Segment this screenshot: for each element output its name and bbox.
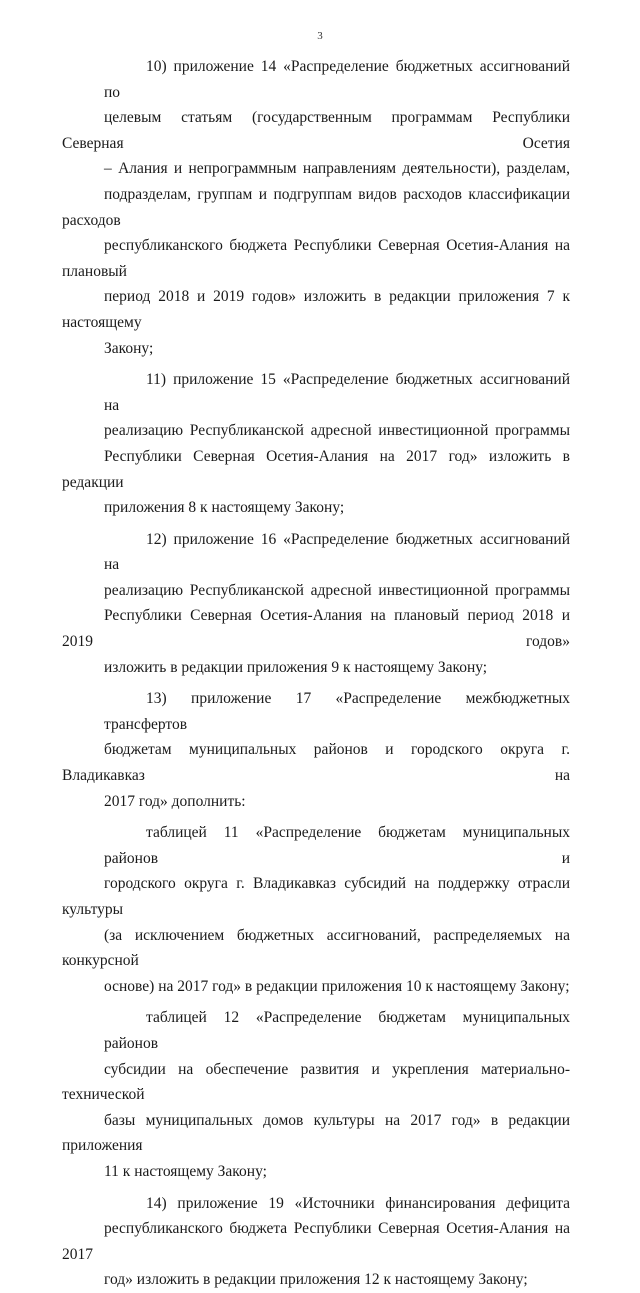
text-line: бюджетам муниципальных районов и городского округа г. Владикавказ на [62,741,570,785]
text-line: 2017 год» дополнить: [104,792,246,810]
paragraph-item-14 [62,1191,570,1293]
paragraph-item-12 [62,527,570,681]
text-line: реализацию Республиканской адресной инвестиционной программы [104,422,570,440]
text-line: Закону; [104,339,154,357]
text-line: подразделам, группам и подгруппам видов расходов классификации расходов [62,185,570,229]
text-line: республиканского бюджета Республики Северная Осетия-Алания на 2017 [62,1220,570,1263]
paragraph-item-13 [62,686,570,814]
text-line: основе) на 2017 год» в редакции приложения 10 к настоящему Закону; [104,977,570,995]
text-line: (за исключением бюджетных ассигнований, распределяемых на конкурсной [62,926,570,970]
text-line: таблицей 12 «Распределение бюджетам муниципальных районов [104,1009,570,1052]
text-line: республиканского бюджета Республики Северная Осетия-Алания на плановый [62,237,570,280]
text-line: Республики Северная Осетия-Алания на плановый период 2018 и 2019 годов» [62,607,570,651]
text-line: реализацию Республиканской адресной инвестиционной программы [104,581,570,599]
text-line: 11) приложение 15 «Распределение бюджетных ассигнований на [104,371,570,414]
text-line: изложить в редакции приложения 9 к настоящему Закону; [104,658,488,676]
text-line: – Алания и непрограммным направлениям деятельности), разделам, [104,160,570,178]
text-line: период 2018 и 2019 годов» изложить в редакции приложения 7 к настоящему [62,288,570,331]
text-line: целевым статьям (государственным программам Республики Северная Осетия [62,109,570,152]
text-line: год» изложить в редакции приложения 12 к настоящему Закону; [104,1271,528,1289]
text-line: субсидии на обеспечение развития и укрепления материально-технической [62,1060,570,1104]
text-line: 11 к настоящему Закону; [104,1162,267,1180]
document-body [62,54,570,1293]
text-line: городского округа г. Владикавказ субсидий на поддержку отрасли культуры [62,875,570,918]
text-line: 10) приложение 14 «Распределение бюджетных ассигнований по [104,58,570,101]
text-line: приложения 8 к настоящему Закону; [104,499,345,517]
text-line: Республики Северная Осетия-Алания на 2017 год» изложить в редакции [62,447,570,491]
text-line: 12) приложение 16 «Распределение бюджетных ассигнований на [104,530,570,574]
paragraph-table-11 [62,820,570,999]
text-line: базы муниципальных домов культуры на 2017 год» в редакции приложения [62,1111,570,1155]
paragraph-item-11 [62,367,570,521]
text-line: 14) приложение 19 «Источники финансирования дефицита [146,1194,570,1212]
page-number: 3 [317,30,323,42]
paragraph-item-10 [62,54,570,361]
text-line: таблицей 11 «Распределение бюджетам муниципальных районов и [104,824,570,867]
text-line: 13) приложение 17 «Распределение межбюджетных трансфертов [104,690,570,733]
paragraph-table-12 [62,1005,570,1184]
